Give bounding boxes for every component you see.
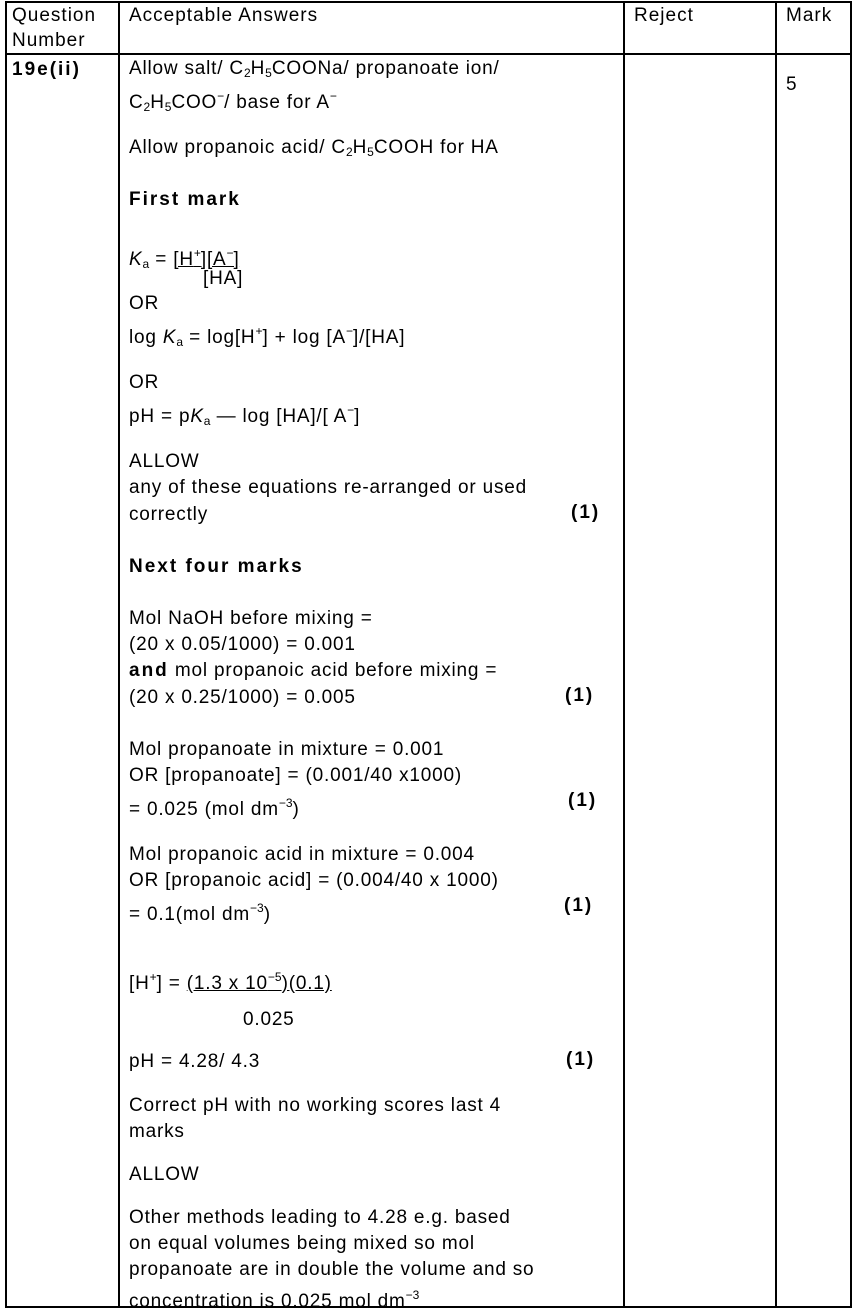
answer-line: (20 x 0.05/1000) = 0.001 xyxy=(129,634,356,655)
answer-line: OR xyxy=(129,372,160,393)
answer-line: (20 x 0.25/1000) = 0.005 xyxy=(129,687,356,708)
answer-line: $C_2H_5COO^-/$ base for A− xyxy=(129,89,337,114)
answer-line: propanoate are in double the volume and so xyxy=(129,1259,535,1280)
column-divider xyxy=(118,1,120,1308)
answer-line: and mol propanoic acid before mixing = xyxy=(129,660,498,681)
answer-line: correctly xyxy=(129,504,208,525)
mark-indicator: (1) xyxy=(568,790,598,811)
final-ph: pH = 4.28/ 4.3 xyxy=(129,1051,261,1072)
answer-line: Mol NaOH before mixing = xyxy=(129,608,373,629)
answer-line: Correct pH with no working scores last 4 xyxy=(129,1095,502,1116)
answer-line: Mol propanoic acid in mixture = 0.004 xyxy=(129,844,475,865)
answer-line: OR [propanoate] = (0.001/40 x1000) xyxy=(129,765,462,786)
next-four-marks-heading: Next four marks xyxy=(129,556,304,577)
answer-line: any of these equations re-arranged or used xyxy=(129,477,528,498)
answer-line: Mol propanoate in mixture = 0.001 xyxy=(129,739,445,760)
question-number: 19e(ii) xyxy=(12,59,81,80)
column-divider xyxy=(623,1,625,1308)
table-border-left xyxy=(5,1,7,1308)
answer-line: on equal volumes being mixed so mol xyxy=(129,1233,475,1254)
first-mark-heading: First mark xyxy=(129,189,241,210)
answer-line: ALLOW xyxy=(129,451,200,472)
ka-denominator: [HA] xyxy=(203,268,244,289)
total-mark: 5 xyxy=(786,74,797,95)
header-mark: Mark xyxy=(786,5,833,26)
header-question-number: Question Number xyxy=(12,5,97,51)
answer-line: = 0.025 (mol $dm^{-3}$) xyxy=(129,796,300,820)
answer-line: concentration is 0.025 mol $dm^{-3}$ xyxy=(129,1288,420,1312)
answer-line: OR [propanoic acid] = (0.004/40 x 1000) xyxy=(129,870,499,891)
ph-expression: pH = $pK_a$ — log [HA]/[ A−] xyxy=(129,403,361,428)
mark-indicator: (1) xyxy=(564,895,594,916)
header-divider xyxy=(5,53,852,55)
header-reject: Reject xyxy=(634,5,694,26)
mark-indicator: (1) xyxy=(565,685,595,706)
ka-expression: $K_a = [H^+][A^-]$ xyxy=(129,246,240,271)
mark-indicator: (1) xyxy=(571,502,601,523)
answer-line: Allow propanoic acid/ $C_2H_5COOH$ for HA xyxy=(129,137,499,159)
answer-line: Allow salt/ $C_2H_5COONa/$ propanoate ion/ xyxy=(129,58,500,80)
answer-line: marks xyxy=(129,1121,185,1142)
answer-line: Other methods leading to 4.28 e.g. based xyxy=(129,1207,511,1228)
table-border-right xyxy=(850,1,852,1308)
answer-line: ALLOW xyxy=(129,1164,200,1185)
mark-indicator: (1) xyxy=(566,1049,596,1070)
h-ion-denominator: 0.025 xyxy=(243,1009,295,1030)
answer-line: OR xyxy=(129,293,160,314)
column-divider xyxy=(775,1,777,1308)
h-ion-expression: [H+] = (1.3 x $10^{-5})(0.1)$ xyxy=(129,970,332,994)
header-acceptable-answers: Acceptable Answers xyxy=(129,5,319,26)
answer-line: = 0.1(mol $dm^{-3}$) xyxy=(129,901,271,925)
log-ka-expression: $\log K_a = \log[H^+] + \log [A^-]/[HA]$ xyxy=(129,324,406,349)
